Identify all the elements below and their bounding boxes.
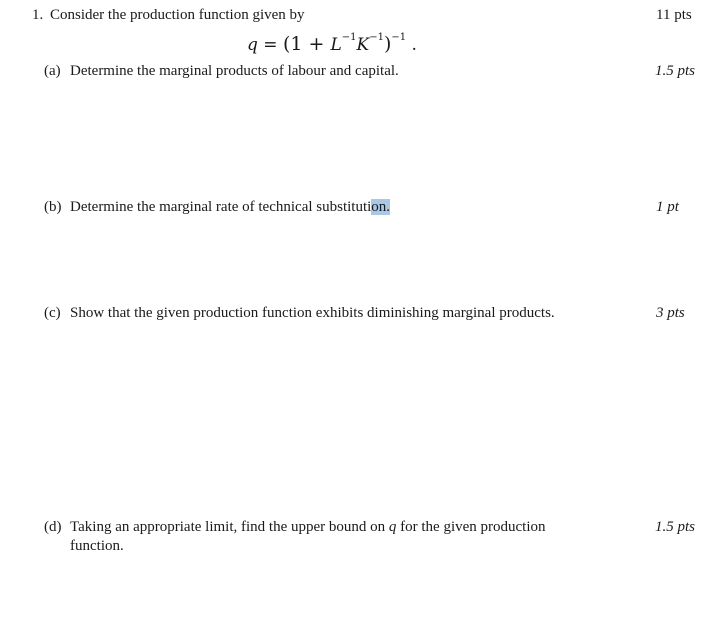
eq-inner-open: (1 + bbox=[282, 33, 331, 55]
part-d-line-2: function. bbox=[70, 538, 124, 554]
question-number: 1. bbox=[32, 7, 44, 23]
part-d-label: (d) bbox=[44, 519, 62, 535]
part-d-points: 1.5 pts bbox=[655, 519, 696, 535]
eq-equals: = bbox=[263, 35, 278, 55]
question-points: 11 pts bbox=[656, 7, 692, 23]
eq-L-exp: −1 bbox=[341, 32, 357, 44]
part-a-label: (a) bbox=[44, 63, 61, 79]
eq-K: K bbox=[356, 35, 370, 55]
question-text: Consider the production function given by bbox=[50, 7, 305, 23]
eq-K-exp: −1 bbox=[369, 32, 384, 44]
part-b-points: 1 pt bbox=[656, 199, 679, 215]
part-a-points: 1.5 pts bbox=[655, 63, 696, 79]
part-b-label: (b) bbox=[44, 199, 62, 215]
part-d-text-1a: Taking an appropriate limit, find the upper bound on bbox=[70, 519, 389, 535]
production-function-equation bbox=[247, 33, 417, 55]
part-d-line-1 bbox=[44, 519, 546, 536]
question-heading bbox=[32, 7, 305, 24]
eq-outer-exp: −1 bbox=[391, 32, 407, 43]
part-b bbox=[44, 199, 390, 216]
eq-lhs: q bbox=[247, 35, 258, 55]
part-d-text-1b: for the given production bbox=[396, 519, 546, 535]
part-d-var-q: q bbox=[388, 519, 397, 535]
eq-inner-close: ) bbox=[383, 33, 392, 55]
part-c-text: Show that the given production function exhibits diminishing marginal products. bbox=[70, 305, 555, 321]
part-c bbox=[44, 305, 555, 322]
part-b-text: Determine the marginal rate of technical substituti bbox=[70, 199, 372, 215]
eq-L: L bbox=[330, 35, 342, 55]
eq-trail: . bbox=[411, 35, 417, 55]
part-a bbox=[44, 63, 399, 80]
part-c-label: (c) bbox=[44, 305, 61, 321]
part-a-text: Determine the marginal products of labour and capital. bbox=[70, 63, 399, 79]
part-c-points: 3 pts bbox=[656, 305, 685, 321]
part-d bbox=[44, 519, 546, 555]
part-b-text-selection: on. bbox=[371, 199, 391, 215]
